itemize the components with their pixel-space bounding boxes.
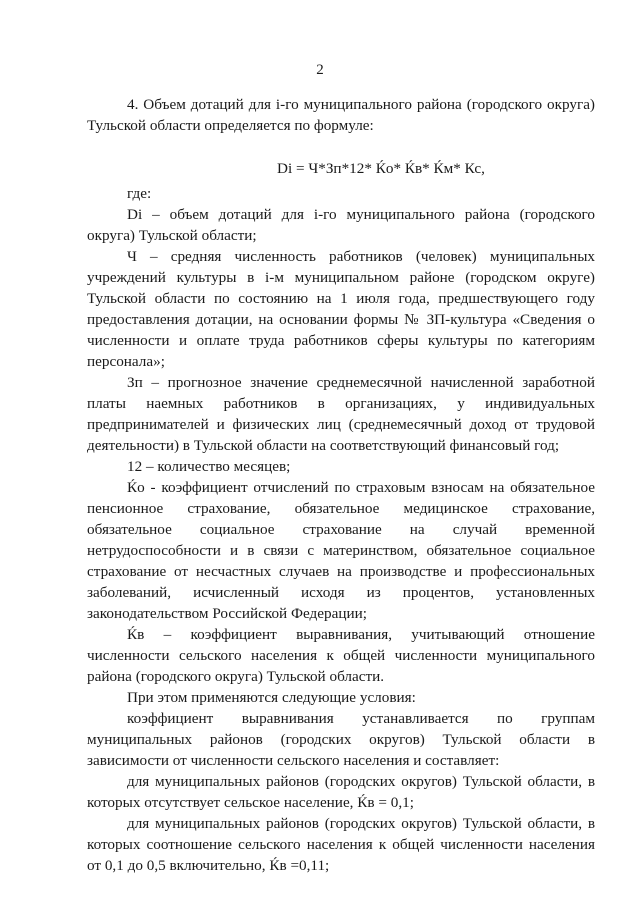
definition-ch: Ч – средняя численность работников (человек) муниципальных учреждений культуры в i-м муниципальном районе (городском округе) Тульской области по состоянию на 1 июля года, предшествующего году предоставления дотации, на основании формы № ЗП-культура «Сведения о численности и оплате труда работников сферы культуры по категориям персонала»; <box>87 248 595 370</box>
definition-kv: Ќв – коэффициент выравнивания, учитывающий отношение численности сельского населения к общей численности муниципального района (городского округа) Тульской области. <box>87 626 595 685</box>
page-number: 2 <box>316 62 324 78</box>
definition-di: Di – объем дотаций для i-го муниципального района (городского округа) Тульской области; <box>87 206 595 244</box>
conditions-rule: коэффициент выравнивания устанавливается по группам муниципальных районов (городских округов) Тульской области в зависимости от численности сельского населения и составляет: <box>87 710 595 769</box>
formula: Di = Ч*Зп*12* Ќо* Ќв* Ќм* Кс, <box>277 160 485 177</box>
definition-12: 12 – количество месяцев; <box>127 458 291 475</box>
condition-item: для муниципальных районов (городских округов) Тульской области, в которых отсутствует сельское население, Ќв = 0,1; <box>87 773 595 811</box>
section-heading: 4. Объем дотаций для i-го муниципального района (городского округа) Тульской области определяется по формуле: <box>87 96 595 134</box>
document-body <box>87 94 595 876</box>
definition-ko: Ќо - коэффициент отчислений по страховым взносам на обязательное пенсионное страхование, обязательное медицинское страхование, обязательное социальное страхование на случай временной нетрудоспособности и в связи с материнством, обязательное социальное страхование от несчастных случаев на производстве и профессиональных заболеваний, исчисленный исходя из процентов, установленных законодательством Российской Федерации; <box>87 479 595 622</box>
where-label: где: <box>127 185 152 202</box>
definition-zp: Зп – прогнозное значение среднемесячной начисленной заработной платы наемных работников в организациях, у индивидуальных предпринимателей и физических лиц (среднемесячный доход от трудовой деятельности) в Тульской области на соответствующий финансовый год; <box>87 374 595 454</box>
condition-item: для муниципальных районов (городских округов) Тульской области, в которых соотношение сельского населения к общей численности населения от 0,1 до 0,5 включительно, Ќв =0,11; <box>87 815 595 874</box>
conditions-intro: При этом применяются следующие условия: <box>127 689 416 706</box>
